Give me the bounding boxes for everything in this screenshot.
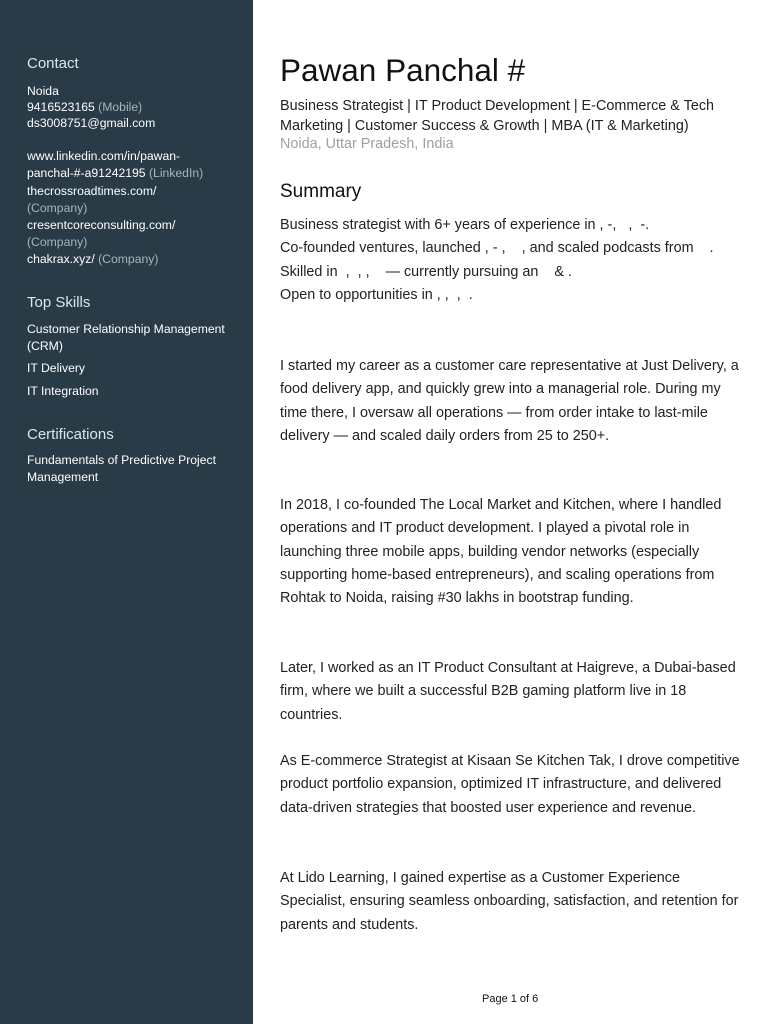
company-site-1-type: (Company)	[27, 201, 88, 215]
contact-phone-type: (Mobile)	[98, 100, 143, 114]
summary-paragraph: I started my career as a customer care representative at Just Delivery, a food delivery app, and quickly grew into a managerial role. During my time there, I oversaw all operations — from order intake to last-mile delivery — and scaled daily orders from 25 to 250+.	[280, 358, 739, 444]
contact-phone[interactable]: 9416523165	[27, 100, 95, 114]
company-site-3-line	[27, 251, 158, 267]
linkedin-url-line2	[27, 165, 203, 181]
linkedin-url-line2-text[interactable]: panchal-#-a91242195	[27, 166, 146, 180]
summary-line: Open to opportunities in , , , .	[280, 286, 473, 303]
linkedin-type: (LinkedIn)	[148, 166, 204, 180]
summary-paragraph: At Lido Learning, I gained expertise as a Customer Experience Specialist, ensuring seamless onboarding, satisfaction, and retention for parents and students.	[280, 870, 739, 933]
top-skills-heading: Top Skills	[27, 294, 91, 311]
summary-intro	[280, 214, 745, 307]
skill-item: Customer Relationship Management (CRM)	[27, 322, 225, 353]
company-site-2-type: (Company)	[27, 235, 88, 249]
summary-line: Skilled in , , , — currently pursuing an & .	[280, 263, 572, 280]
summary-line: Co-founded ventures, launched , - , , and scaled podcasts from .	[280, 240, 714, 257]
summary-paragraph: Later, I worked as an IT Product Consultant at Haigreve, a Dubai-based firm, where we built a successful B2B gaming platform live in 18 countries.	[280, 660, 736, 723]
contact-city: Noida	[27, 84, 59, 98]
sidebar	[0, 0, 253, 1024]
skill-item: IT Integration	[27, 383, 99, 398]
summary-paragraph: In 2018, I co-founded The Local Market and Kitchen, where I handled operations and IT product development. I played a pivotal role in launching three mobile apps, building vendor networks (especially supporting home-based entrepreneurs), and scaling operations from Rohtak to Noida, raising #30 lakhs in bootstrap funding.	[280, 497, 722, 607]
skills-list	[27, 321, 247, 399]
certifications-heading: Certifications	[27, 426, 114, 443]
skill-item: IT Delivery	[27, 361, 86, 376]
company-site-3[interactable]: chakrax.xyz/	[27, 252, 95, 266]
certifications-list	[27, 452, 247, 485]
contact-heading: Contact	[27, 55, 79, 72]
profile-name: Pawan Panchal #	[280, 52, 526, 88]
contact-email[interactable]: ds3008751@gmail.com	[27, 116, 156, 130]
profile-headline: Business Strategist | IT Product Development | E-Commerce & Tech Marketing | Customer Success & Growth | MBA (IT & Marketing)	[280, 98, 715, 134]
summary-line: Business strategist with 6+ years of experience in , -, , -.	[280, 217, 650, 233]
contact-phone-line	[27, 99, 142, 115]
summary-heading: Summary	[280, 181, 362, 202]
page-number: Page 1 of 6	[482, 993, 539, 1005]
profile-location: Noida, Uttar Pradesh, India	[280, 136, 454, 152]
company-site-1[interactable]: thecrossroadtimes.com/	[27, 184, 157, 198]
summary-paragraph: As E-commerce Strategist at Kisaan Se Kitchen Tak, I drove competitive product portfolio expansion, optimized IT infrastructure, and delivered data-driven strategies that boosted user experience and revenue.	[280, 753, 740, 816]
certification-item: Fundamentals of Predictive Project Management	[27, 453, 216, 484]
company-site-2[interactable]: cresentcoreconsulting.com/	[27, 218, 176, 232]
company-site-3-type: (Company)	[98, 252, 159, 266]
linkedin-url-line1[interactable]: www.linkedin.com/in/pawan-	[27, 149, 181, 163]
